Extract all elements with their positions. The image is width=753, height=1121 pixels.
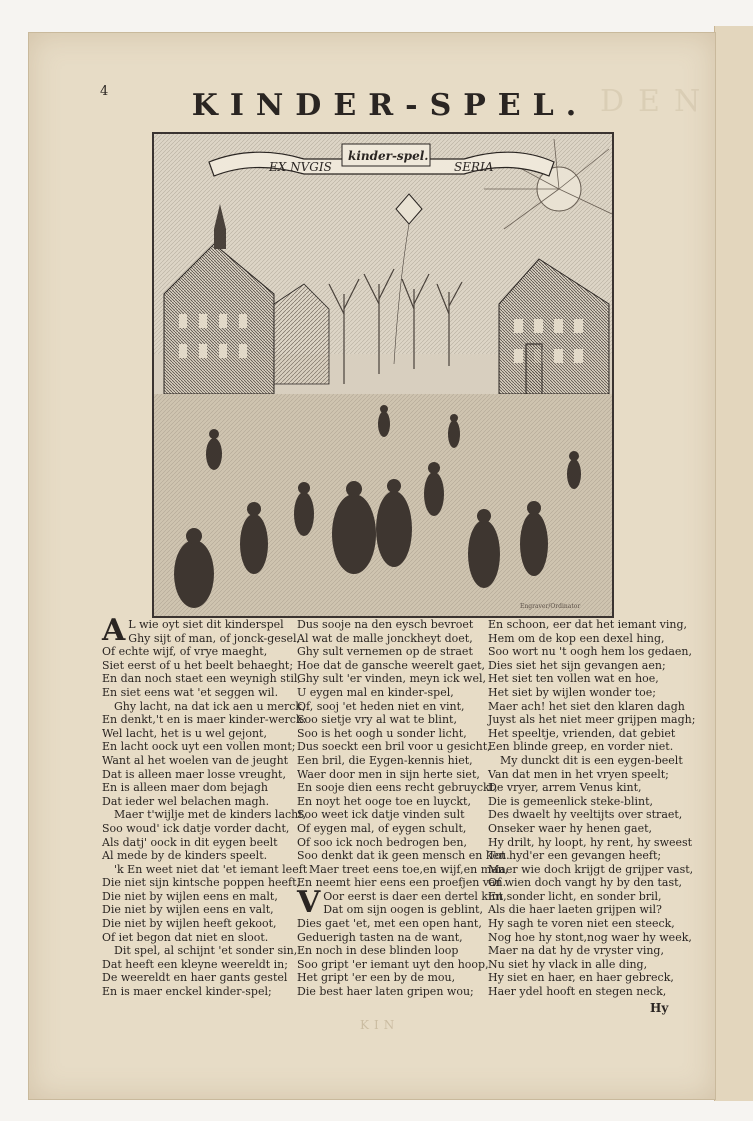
- verse-line: De weereldt en haer gants gestel: [102, 971, 288, 985]
- verse-line: Soo denkt dat ik geen mensch en ken.: [297, 849, 510, 863]
- verse-line: En lacht oock uyt een vollen mont;: [102, 740, 296, 754]
- verse-line: U eygen mal en kinder-spel,: [297, 685, 454, 699]
- verse-line: Al wat de malle jonckheyt doet,: [297, 631, 473, 645]
- verse-line: Maer na dat hy de vryster ving,: [488, 944, 664, 958]
- verse-line: Maer t'wijlje met de kinders lacht,: [114, 808, 307, 822]
- verse-line: Die niet by wijlen eens en valt,: [102, 903, 274, 917]
- verse-line: Des dwaelt hy veeltijts over straet,: [488, 808, 683, 822]
- verse-line: Het speeltje, vrienden, dat gebiet: [488, 726, 676, 740]
- facing-page-edge: [714, 26, 753, 1101]
- text-column-3: [488, 618, 696, 999]
- verse-line: Soo gript 'er iemant uyt den hoop,: [297, 957, 489, 971]
- verse-line: Die best haer laten gripen wou;: [297, 985, 474, 999]
- verse-line: L wie oyt siet dit kinderspel: [128, 618, 284, 631]
- drop-cap-a: A: [102, 613, 126, 648]
- text-column-1: [102, 613, 308, 999]
- verse-line: Van dat men in het vryen speelt;: [488, 767, 669, 781]
- verse-line: Die niet by wijlen eens en malt,: [102, 889, 278, 903]
- page-number: 4: [100, 84, 109, 99]
- verse-line: Of, sooj 'et heden niet en vint,: [297, 699, 465, 713]
- verse-line: Het siet ten vollen wat en hoe,: [488, 672, 659, 686]
- verse-line: Hoe dat de gansche weerelt gaet,: [297, 658, 486, 672]
- verse-line: Haer ydel hooft en stegen neck,: [488, 985, 667, 999]
- verse-line: Geduerigh tasten na de want,: [297, 930, 463, 944]
- page-title: KINDER-SPEL.: [191, 88, 589, 123]
- verse-line: Hy drilt, hy loopt, hy rent, hy sweest: [488, 835, 693, 849]
- verse-line: Maer ach! het siet den klaren dagh: [488, 699, 685, 713]
- verse-line: En dan noch staet een weynigh stil,: [102, 672, 301, 686]
- text-column-2: [297, 618, 510, 999]
- verse-line: En is maer enckel kinder-spel;: [102, 985, 272, 999]
- verse-line: Dus sooje na den eysch bevroet: [297, 618, 474, 631]
- bleed-through-title: DEN: [600, 84, 715, 119]
- verse-line: Nog hoe hy stont,nog waer hy week,: [488, 930, 692, 944]
- verse-line: Een bril, die Eygen-kennis hiet,: [297, 753, 473, 767]
- verse-line: Dies siet het sijn gevangen aen;: [488, 658, 666, 672]
- verse-line: En noyt het ooge toe en luyckt,: [297, 794, 471, 808]
- verse-line: En siet eens wat 'et seggen wil.: [102, 685, 279, 699]
- engraving-illustration: [154, 134, 612, 616]
- verse-line: Dat ieder wel belachen magh.: [102, 794, 270, 808]
- verse-line: Soo is het oogh u sonder licht,: [297, 726, 467, 740]
- verse-line: Of iet begon dat niet en sloot.: [102, 930, 269, 944]
- bleed-through-footer: KIN: [360, 1018, 400, 1032]
- verse-line: Nu siet hy vlack in alle ding,: [488, 957, 648, 971]
- verse-line: Want al het woelen van de jeught: [102, 753, 289, 767]
- catchword: Hy: [650, 1001, 669, 1015]
- verse-line: Siet eerst of u het beelt behaeght;: [102, 658, 294, 672]
- verse-line: Dus soeckt een bril voor u gesicht,: [297, 740, 491, 754]
- verse-line: Dat is alleen maer losse vreught,: [102, 767, 286, 781]
- motto-left: EX NVGIS: [269, 160, 332, 174]
- verse-line: Soo sietje vry al wat te blint,: [297, 713, 457, 727]
- verse-line: De vryer, arrem Venus kint,: [488, 781, 642, 795]
- verse-line: Ghy sijt of man, of jonck-gesel,: [128, 631, 300, 645]
- verse-line: Ghy lacht, na dat ick aen u merck,: [114, 699, 306, 713]
- verse-line: Juyst als het niet meer grijpen magh;: [488, 713, 696, 727]
- verse-line: Dit spel, al schijnt 'et sonder sin,: [114, 944, 298, 958]
- verse-line: Wel lacht, het is u wel gejont,: [102, 726, 267, 740]
- verse-line: Die niet sijn kintsche poppen heeft,: [102, 876, 301, 890]
- verse-line: Dies gaet 'et, met een open hant,: [297, 917, 482, 931]
- verse-line: Het gript 'er een by de mou,: [297, 971, 456, 985]
- verse-line: Ghy sult vernemen op de straet: [297, 645, 473, 659]
- verse-line: Of wien doch vangt hy by den tast,: [488, 876, 683, 890]
- verse-line: Een blinde greep, en vorder niet.: [488, 740, 674, 754]
- verse-line: Soo wort nu 't oogh hem los gedaen,: [488, 645, 693, 659]
- verse-line: Oor eerst is daer een dertel kint,: [323, 889, 507, 903]
- verse-line: En noch in dese blinden loop: [297, 944, 459, 958]
- verse-line: Of eygen mal, of eygen schult,: [297, 821, 467, 835]
- verse-line: Hy siet en haer, en haer gebreck,: [488, 971, 674, 985]
- verse-line: En schoon, eer dat het iemant ving,: [488, 618, 687, 631]
- verse-line: 'k En weet niet dat 'et iemant leeft: [114, 862, 308, 876]
- verse-line: Als datj' oock in dit eygen beelt: [102, 835, 278, 849]
- verse-line: En sooje dien eens recht gebruyckt,: [297, 781, 498, 795]
- verse-line: Dat om sijn oogen is geblint,: [323, 903, 483, 917]
- verse-line: Ghy sult 'er vinden, meyn ick wel,: [297, 672, 486, 686]
- verse-line: Als die haer laeten grijpen wil?: [488, 903, 662, 917]
- verse-line: Onseker waer hy henen gaet,: [488, 821, 653, 835]
- verse-line: Hem om de kop een dexel hing,: [488, 631, 665, 645]
- engraver-signature: Engraver/Ordinator: [520, 603, 581, 610]
- verse-line: Soo weet ick datje vinden sult: [297, 808, 465, 822]
- verse-line: Dat heeft een kleyne weereldt in;: [102, 957, 288, 971]
- drop-cap-v: V: [297, 884, 321, 920]
- verse-line: Of soo ick noch bedrogen ben,: [297, 835, 468, 849]
- engraving-plate: [152, 132, 614, 618]
- verse-line: Maer treet eens toe,en wijf,en man,: [309, 862, 509, 876]
- verse-line: My dunckt dit is een eygen-beelt: [500, 753, 683, 767]
- verse-line: Tot hyd'er een gevangen heeft;: [488, 849, 662, 863]
- verse-line: Soo woud' ick datje vorder dacht,: [102, 821, 290, 835]
- verse-line: Waer door men in sijn herte siet,: [297, 767, 480, 781]
- verse-line: En sonder licht, en sonder bril,: [488, 889, 662, 903]
- verse-line: En neemt hier eens een proefjen van.: [297, 876, 507, 890]
- verse-line: Die niet by wijlen heeft gekoot,: [102, 917, 277, 931]
- verse-line: Hy sagh te voren niet een steeck,: [488, 917, 675, 931]
- motto-right: SERIA: [454, 160, 494, 174]
- verse-line: En is alleen maer dom bejagh: [102, 781, 268, 795]
- verse-line: Al mede by de kinders speelt.: [102, 849, 268, 863]
- verse-line: Maer wie doch krijgt de grijper vast,: [488, 862, 694, 876]
- verse-line: Of echte wijf, of vrye maeght,: [102, 645, 268, 659]
- verse-line: En denkt,'t en is maer kinder-werck:: [102, 713, 307, 727]
- motto-center: kinder-spel.: [348, 149, 429, 163]
- verse-line: Die is gemeenlick steke-blint,: [488, 794, 653, 808]
- verse-line: Het siet by wijlen wonder toe;: [488, 685, 657, 699]
